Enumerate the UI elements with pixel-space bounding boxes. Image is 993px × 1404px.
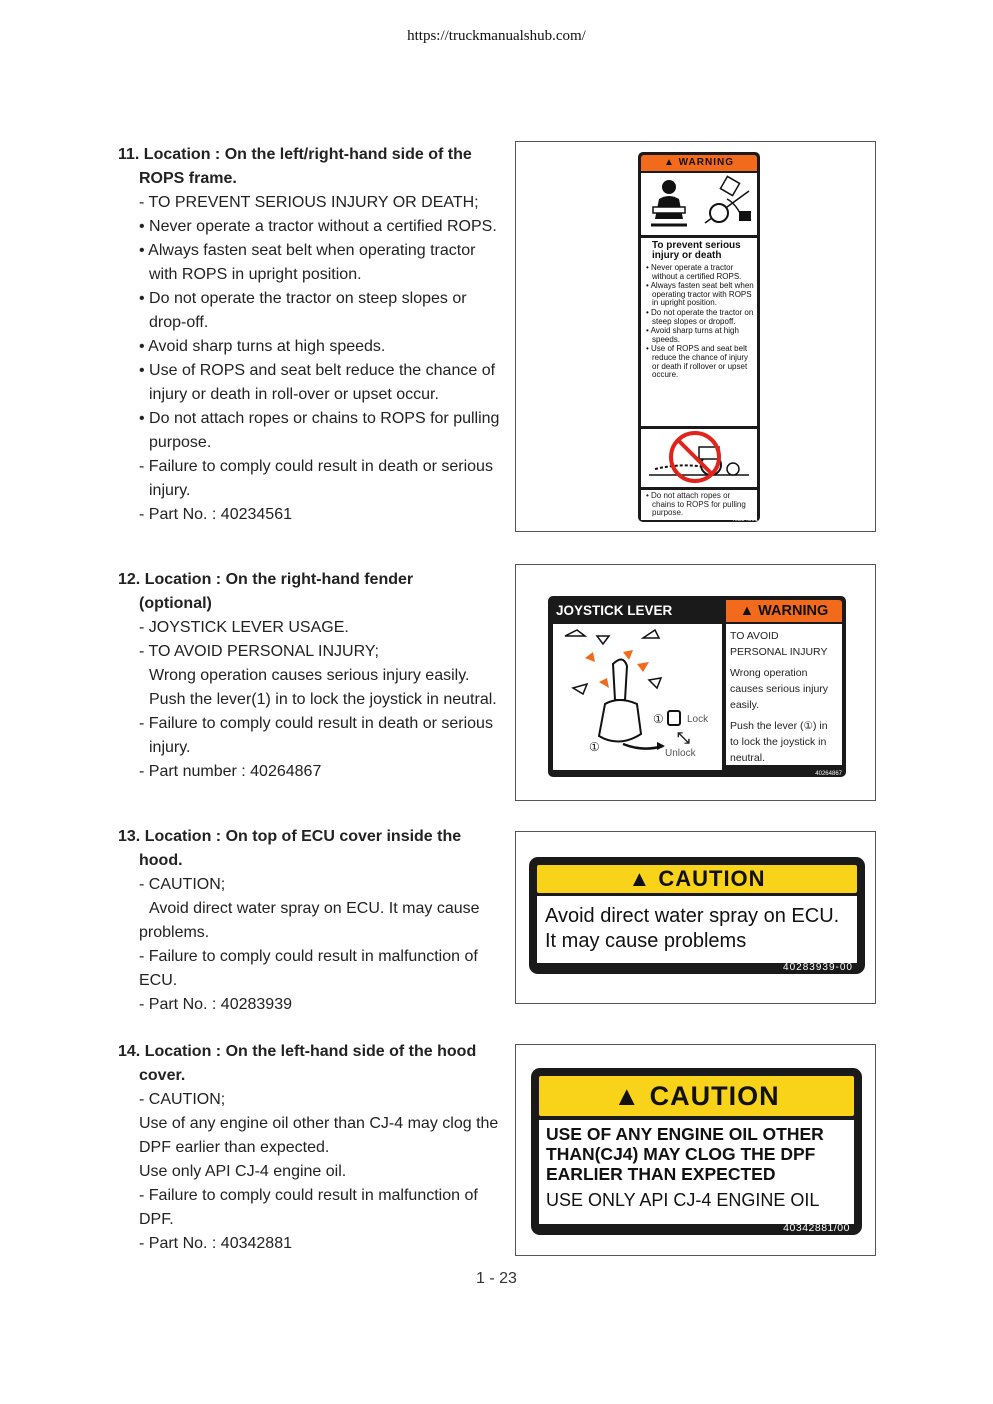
caution-decal-ecu xyxy=(529,857,865,974)
decal-part-number: 40342881/00 xyxy=(783,1222,850,1234)
text-line: - TO AVOID PERSONAL INJURY; xyxy=(139,643,379,660)
arrow-icon: ⤡ xyxy=(677,730,690,747)
text-line: Use only API CJ-4 engine oil. xyxy=(139,1163,347,1180)
part-number: - Part number : 40264867 xyxy=(139,763,322,780)
bullet-item: • Do not attach ropes or chains to ROPS for pulling purpose. xyxy=(139,410,500,451)
warning-triangle-icon: ▲ xyxy=(628,866,652,891)
caution-body: USE OF ANY ENGINE OIL OTHER THAN(CJ4) MAY CLOG THE DPF EARLIER THAN EXPECTED USE ONLY API CJ-4 ENGINE OIL xyxy=(539,1120,854,1224)
text-line: - Failure to comply could result in death or serious injury. xyxy=(139,458,493,499)
no-chain-pulling-pictogram xyxy=(641,429,757,487)
warning-decal xyxy=(638,152,760,522)
text-line: Avoid direct water spray on ECU. It may cause problems. xyxy=(139,900,480,941)
warning-triangle-icon: ▲ xyxy=(663,157,675,168)
decal-part-number: 40234561 xyxy=(731,517,758,523)
caution-header: ▲ CAUTION xyxy=(539,1076,854,1116)
warning-triangle-icon: ▲ xyxy=(739,603,755,619)
warning-header: ▲ WARNING xyxy=(726,600,842,622)
lever-callout-2: ① xyxy=(589,740,600,754)
bullet-item: • Always fasten seat belt when operating tractor with ROPS in upright position. xyxy=(139,242,476,283)
part-number: - Part No. : 40283939 xyxy=(139,996,292,1013)
text-line: - Failure to comply could result in malfunction of ECU. xyxy=(139,948,478,989)
joystick-decal xyxy=(548,596,846,777)
lever-callout-1: ① xyxy=(653,712,664,726)
section-title: 14. Location : On the left-hand side of the hood cover. xyxy=(118,1043,477,1084)
part-number: - Part No. : 40234561 xyxy=(139,506,292,523)
decal-part-number: 40264867 xyxy=(815,771,842,777)
section-13 xyxy=(118,825,503,1017)
warning-header: ▲ WARNING xyxy=(641,155,757,171)
section-title: 12. Location : On the right-hand fender (optional) xyxy=(118,571,414,612)
seatbelt-operator-icon xyxy=(641,173,757,235)
seatbelt-rollover-pictogram xyxy=(641,173,757,235)
caution-decal-oil xyxy=(531,1068,862,1235)
warning-triangle-icon: ▲ xyxy=(613,1081,642,1111)
decal-part-number: 40283939-00 xyxy=(783,962,853,973)
part-number: - Part No. : 40342881 xyxy=(139,1235,292,1252)
bullet-item: • Use of ROPS and seat belt reduce the chance of injury or death in roll-over or upset occur. xyxy=(139,362,496,403)
text-line: Wrong operation causes serious injury easily. Push the lever(1) in to lock the joystick in neutral. xyxy=(149,667,497,708)
bullet-item: • Never operate a tractor without a certified ROPS. xyxy=(139,218,497,235)
warning-foot-text: • Do not attach ropes or chains to ROPS for pulling purpose. xyxy=(641,490,757,520)
text-line: - CAUTION; xyxy=(139,876,226,893)
source-url: https://truckmanualshub.com/ xyxy=(407,28,586,44)
caution-header: ▲ CAUTION xyxy=(537,865,857,893)
unlock-label: Unlock xyxy=(665,748,696,759)
section-14 xyxy=(118,1040,503,1256)
joystick-pictogram xyxy=(553,624,722,770)
joystick-text: TO AVOID PERSONAL INJURY Wrong operation causes serious injury easily. Push the lever (①) in to lock the joystick in neutral. xyxy=(726,624,842,765)
section-11 xyxy=(118,143,503,527)
bullet-item: • Avoid sharp turns at high speeds. xyxy=(139,338,386,355)
joystick-header: JOYSTICK LEVER xyxy=(556,603,673,618)
text-line: - Failure to comply could result in malfunction of DPF. xyxy=(139,1187,478,1228)
text-line: - TO PREVENT SERIOUS INJURY OR DEATH; xyxy=(139,194,479,211)
lock-icon xyxy=(667,710,681,726)
figure-ecu-caution xyxy=(515,831,876,1004)
figure-joystick-label xyxy=(515,564,876,801)
text-line: - Failure to comply could result in death or serious injury. xyxy=(139,715,493,756)
text-line: - CAUTION; xyxy=(139,1091,226,1108)
lock-label: Lock xyxy=(687,714,709,725)
text-line: - JOYSTICK LEVER USAGE. xyxy=(139,619,349,636)
section-title: 11. Location : On the left/right-hand side of the ROPS frame. xyxy=(118,146,472,187)
page-number: 1 - 23 xyxy=(476,1270,517,1287)
caution-body: Avoid direct water spray on ECU. It may cause problems xyxy=(537,896,857,963)
section-title: 13. Location : On top of ECU cover inside the hood. xyxy=(118,828,462,869)
text-line: Use of any engine oil other than CJ-4 may clog the DPF earlier than expected. xyxy=(139,1115,499,1156)
figure-rops-label xyxy=(515,141,876,532)
prohibition-icon xyxy=(641,429,757,487)
figure-dpf-caution xyxy=(515,1044,876,1256)
bullet-item: • Do not operate the tractor on steep slopes or drop-off. xyxy=(139,290,467,331)
joystick-lever-icon xyxy=(553,624,722,770)
section-12 xyxy=(118,568,503,784)
warning-text-block: To prevent serious injury or death • Never operate a tractor without a certified ROPS. • Always fasten seat belt when operating tractor with ROPS in upright position. • Do not operate the tractor on steep slopes or dropoff. • Avoid sharp turns at high speeds. • Use of ROPS and seat belt reduce the chance of injury or death if rollover or upset occure. xyxy=(641,238,757,426)
